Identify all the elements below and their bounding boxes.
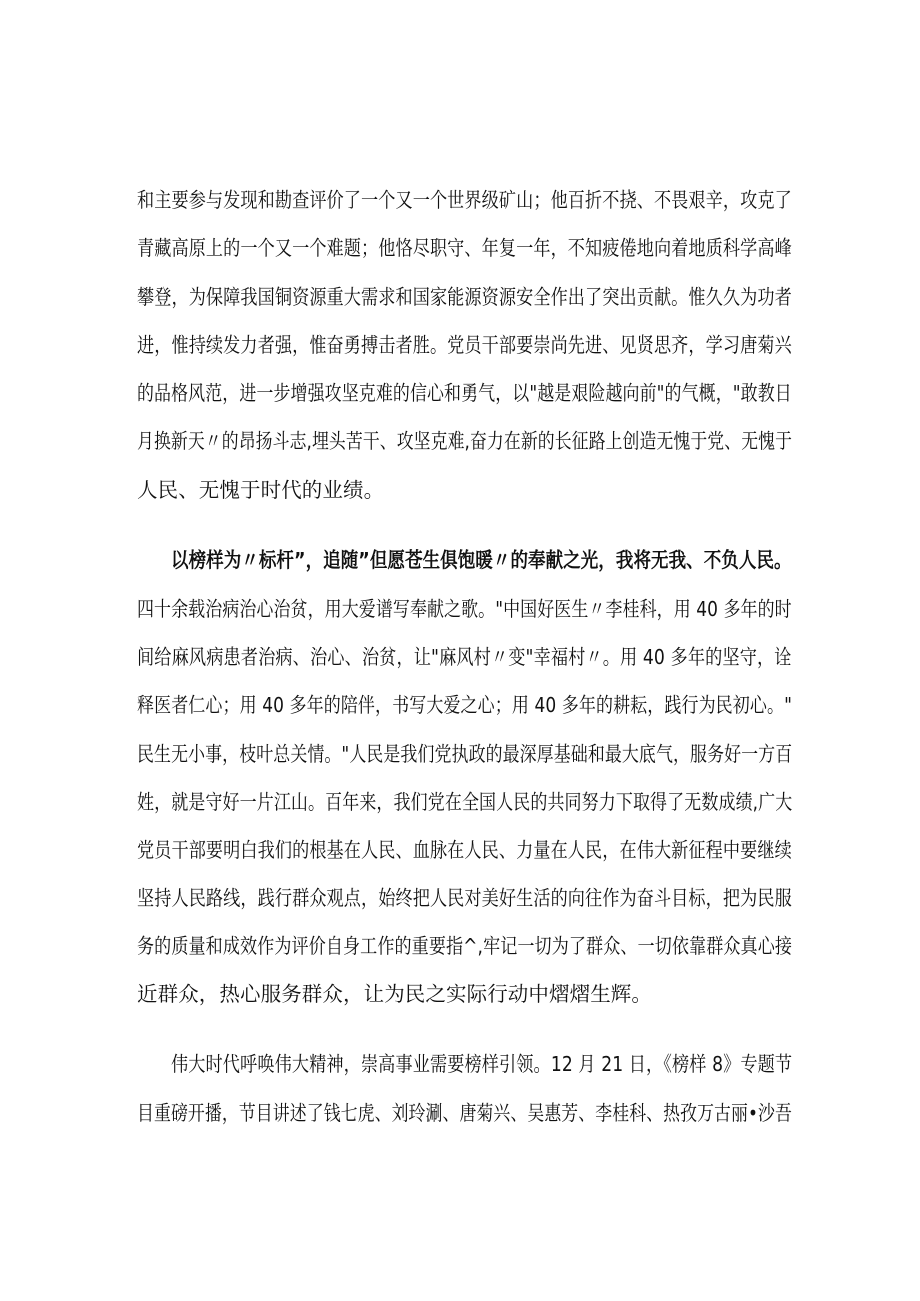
paragraph-1-line-3: 攀登，为保障我国铜资源重大需求和国家能源资源安全作出了突出贡献。惟久久为功者 <box>137 285 792 309</box>
paragraph-2-line-3: 释医者仁心；用 40 多年的陪伴，书写大爱之心；用 40 多年的耕耘，践行为民初心。" <box>137 693 793 717</box>
paragraph-2-line-4: 民生无小事，枝叶总关情。"人民是我们党执政的最深厚基础和最大底气，服务好一方百 <box>137 742 793 766</box>
paragraph-2-line-2: 间给麻风病患者治病、治心、治贫，让"麻风村〃变"幸福村〃。用 40 多年的坚守，诠 <box>137 645 792 669</box>
paragraph-2-line-6: 党员干部要明白我们的根基在人民、血脉在人民、力量在人民，在伟大新征程中要继续 <box>137 838 792 862</box>
section-heading: 以榜样为〃标杆”，追随”但愿苍生俱饱暖〃的奉献之光，我将无我、不负人民。 <box>171 548 792 572</box>
paragraph-1-line-4: 进，惟持续发力者强，惟奋勇搏击者胜。党员干部要崇尚先进、见贤思齐，学习唐菊兴 <box>137 333 792 357</box>
paragraph-2-line-1: 四十余载治病治心治贫，用大爱谱写奉献之歌。"中国好医生〃李桂科，用 40 多年的时 <box>137 597 792 621</box>
paragraph-3-line-2: 目重磅开播，节目讲述了钱七虎、刘玲涮、唐菊兴、吴惠芳、李桂科、热孜万古丽•沙吾 <box>137 1101 793 1125</box>
paragraph-1-line-7: 人民、无愧于时代的业绩。 <box>137 478 385 502</box>
paragraph-1-line-5: 的品格风范，进一步增强攻坚克难的信心和勇气，以"越是艰险越向前"的气概，"敢教日 <box>137 381 792 405</box>
paragraph-1-line-6: 月换新天〃的昂扬斗志,埋头苦干、攻坚克难,奋力在新的长征路上创造无愧于党、无愧于 <box>137 429 793 453</box>
paragraph-2-line-8: 务的质量和成效作为评价自身工作的重要指^,牢记一切为了群众、一切依靠群众真心接 <box>137 934 793 958</box>
paragraph-2-line-9: 近群众，热心服务群众，让为民之实际行动中熠熠生辉。 <box>137 982 652 1006</box>
paragraph-2-line-5: 姓，就是守好一片江山。百年来，我们党在全国人民的共同努力下取得了无数成绩,广大 <box>137 790 793 814</box>
paragraph-2-line-7: 坚持人民路线，践行群众观点，始终把人民对美好生活的向往作为奋斗目标，把为民服 <box>137 886 792 910</box>
paragraph-1-line-1: 和主要参与发现和勘查评价了一个又一个世界级矿山；他百折不挠、不畏艰辛，攻克了 <box>137 188 792 212</box>
paragraph-1-line-2: 青藏高原上的一个又一个难题；他恪尽职守、年复一年，不知疲倦地向着地质科学高峰 <box>137 236 792 260</box>
paragraph-3-line-1: 伟大时代呼唤伟大精神，崇高事业需要榜样引领。12 月 21 日，《榜样 8》专题节 <box>171 1052 793 1076</box>
